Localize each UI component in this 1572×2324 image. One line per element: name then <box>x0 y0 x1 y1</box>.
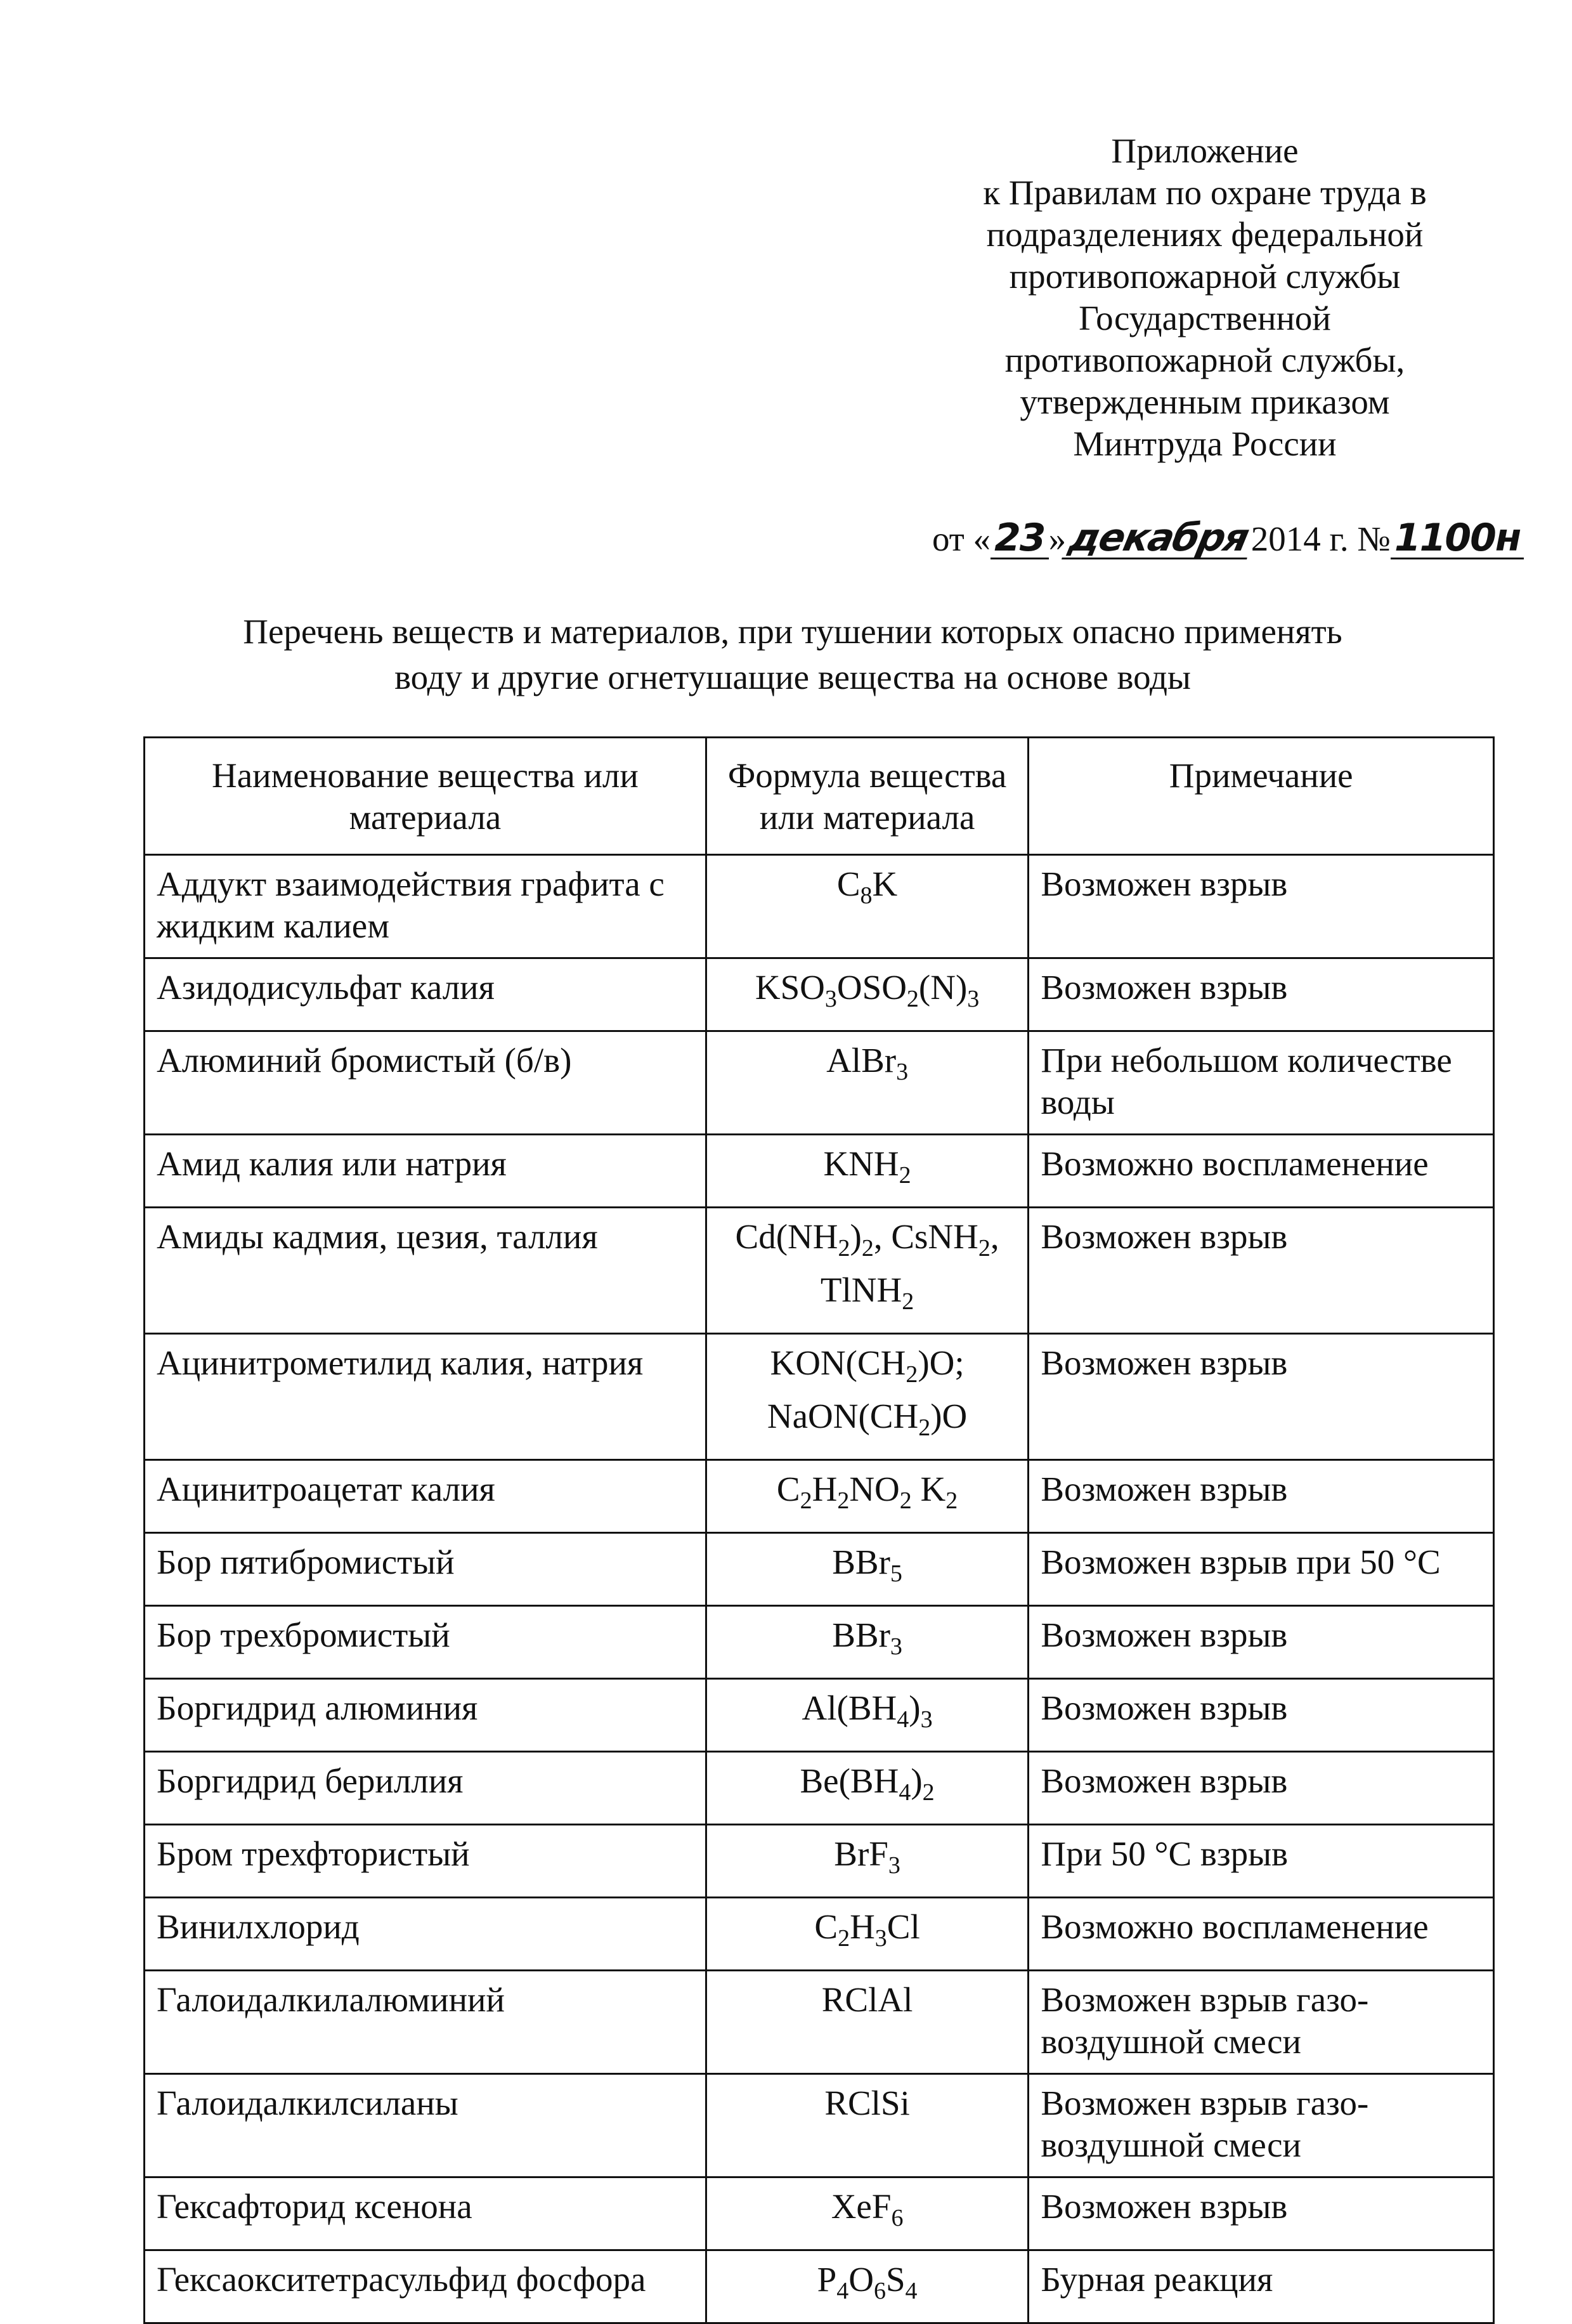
table-row <box>145 1606 1494 1679</box>
table-row <box>145 1533 1494 1606</box>
substance-note: Возможен взрыв <box>1029 1606 1494 1679</box>
table-row <box>145 1898 1494 1971</box>
table-row <box>145 1460 1494 1533</box>
appendix-line: к Правилам по охране труда в <box>983 173 1427 212</box>
substance-note: Возможен взрыв <box>1029 1460 1494 1533</box>
header-note: Примечание <box>1029 738 1494 855</box>
substance-name: Бор трехбромистый <box>145 1606 706 1679</box>
substance-name: Галоидалкилсиланы <box>145 2074 706 2177</box>
substance-note: Возможен взрыв газо-воздушной смеси <box>1029 1971 1494 2074</box>
substance-note: Возможен взрыв <box>1029 855 1494 958</box>
order-number-handwritten: 1100н <box>1391 518 1524 559</box>
appendix-line: утвержденным приказом <box>1020 382 1390 421</box>
substance-name: Боргидрид алюминия <box>145 1679 706 1752</box>
document-title <box>127 609 1458 700</box>
substance-name: Ацинитрометилид калия, натрия <box>145 1334 706 1460</box>
substance-formula: $Cd(NH_2)_2$, CsNH$_2$, TlNH$_2$ <box>706 1208 1029 1334</box>
substance-name: Аддукт взаимодействия графита с жидким калием <box>145 855 706 958</box>
substance-name: Бром трехфтористый <box>145 1825 706 1898</box>
substance-formula: BrF$_3$ <box>706 1825 1029 1898</box>
appendix-block <box>888 130 1522 465</box>
order-month-handwritten: декабря <box>1062 518 1256 559</box>
substance-formula: AlBr$_3$ <box>706 1031 1029 1135</box>
substance-name: Амиды кадмия, цезия, таллия <box>145 1208 706 1334</box>
substances-table <box>143 736 1495 2324</box>
table-row <box>145 1031 1494 1135</box>
table-row <box>145 1208 1494 1334</box>
substance-name: Гексаокситетрасульфид фосфора <box>145 2250 706 2323</box>
table-header-row <box>145 738 1494 855</box>
substance-formula: $KSO_3OSO_2(N)_3$ <box>706 958 1029 1031</box>
substance-note: Возможно воспламенение <box>1029 1898 1494 1971</box>
substance-name: Амид калия или натрия <box>145 1135 706 1208</box>
order-prefix: от « <box>932 519 991 558</box>
appendix-line: подразделениях федеральной <box>986 215 1424 254</box>
substance-note: Возможен взрыв при 50 °С <box>1029 1533 1494 1606</box>
substance-formula: BBr$_3$ <box>706 1606 1029 1679</box>
table-body <box>145 855 1494 2323</box>
table-row <box>145 1334 1494 1460</box>
appendix-line: противопожарной службы, <box>1004 341 1405 379</box>
order-day-handwritten: 23 <box>991 518 1049 559</box>
substance-name: Винилхлорид <box>145 1898 706 1971</box>
order-reference <box>932 514 1554 565</box>
substance-formula: XeF$_6$ <box>706 2177 1029 2250</box>
substance-note: При 50 °С взрыв <box>1029 1825 1494 1898</box>
table-row <box>145 2074 1494 2177</box>
substance-note: Возможен взрыв <box>1029 1334 1494 1460</box>
header-name: Наименование вещества или материала <box>145 738 706 855</box>
substance-formula: $KNH_2$ <box>706 1135 1029 1208</box>
table-row <box>145 1679 1494 1752</box>
appendix-line: противопожарной службы <box>1009 257 1401 296</box>
substance-note: Возможен взрыв <box>1029 1208 1494 1334</box>
table-row <box>145 855 1494 958</box>
header-formula: Формула вещества или материала <box>706 738 1029 855</box>
substance-note: Возможен взрыв <box>1029 2177 1494 2250</box>
substance-formula: $KON(CH_2)O$; $NaON(CH_2)O$ <box>706 1334 1029 1460</box>
substance-formula: $C_2H_2NO_2$ $K_2$ <box>706 1460 1029 1533</box>
substance-name: Алюминий бромистый (б/в) <box>145 1031 706 1135</box>
substance-note: При небольшом количестве воды <box>1029 1031 1494 1135</box>
substance-formula: BBr$_5$ <box>706 1533 1029 1606</box>
table-row <box>145 2177 1494 2250</box>
substance-formula: RClSi <box>706 2074 1029 2177</box>
substance-formula: $Al(BH_4)_3$ <box>706 1679 1029 1752</box>
substance-name: Галоидалкилалюминий <box>145 1971 706 2074</box>
substance-formula: $C_2H_3Cl$ <box>706 1898 1029 1971</box>
table-row <box>145 2250 1494 2323</box>
substance-note: Бурная реакция <box>1029 2250 1494 2323</box>
substance-note: Возможен взрыв <box>1029 958 1494 1031</box>
table-row <box>145 1752 1494 1825</box>
substance-formula: $C_8K$ <box>706 855 1029 958</box>
table-row <box>145 1825 1494 1898</box>
appendix-line: Государственной <box>1079 299 1331 337</box>
order-quote: » <box>1048 519 1067 558</box>
appendix-line: Минтруда России <box>1073 424 1337 463</box>
substance-formula: $P_4O_6S_4$ <box>706 2250 1029 2323</box>
table-row <box>145 958 1494 1031</box>
substance-formula: $Be(BH_4)_2$ <box>706 1752 1029 1825</box>
substance-note: Возможен взрыв <box>1029 1679 1494 1752</box>
table-row <box>145 1135 1494 1208</box>
table-row <box>145 1971 1494 2074</box>
substance-name: Боргидрид бериллия <box>145 1752 706 1825</box>
order-year: 2014 г. № <box>1250 519 1391 558</box>
substance-name: Ацинитроацетат калия <box>145 1460 706 1533</box>
substance-note: Возможен взрыв <box>1029 1752 1494 1825</box>
substance-name: Гексафторид ксенона <box>145 2177 706 2250</box>
substance-name: Бор пятибромистый <box>145 1533 706 1606</box>
substance-note: Возможно воспламенение <box>1029 1135 1494 1208</box>
title-line-1: Перечень веществ и материалов, при тушении которых опасно применять <box>243 612 1342 651</box>
substance-formula: RClAl <box>706 1971 1029 2074</box>
substance-note: Возможен взрыв газо-воздушной смеси <box>1029 2074 1494 2177</box>
appendix-line: Приложение <box>1111 131 1299 170</box>
title-line-2: воду и другие огнетушащие вещества на основе воды <box>394 658 1191 696</box>
substance-name: Азидодисульфат калия <box>145 958 706 1031</box>
